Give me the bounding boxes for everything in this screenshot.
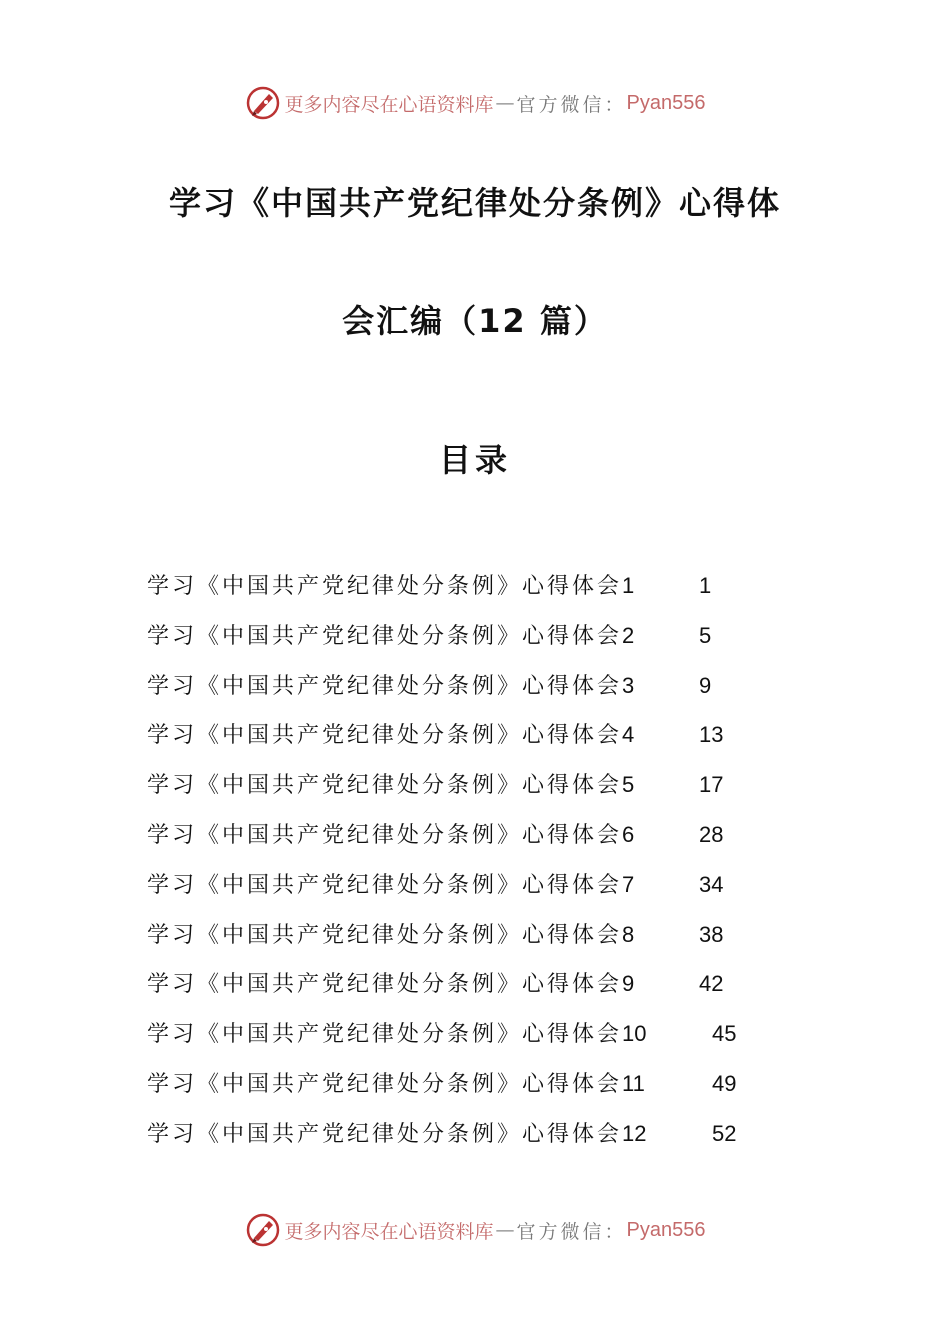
pen-logo-icon — [245, 85, 281, 121]
toc-entry-title-text: 学习《中国共产党纪律处分条例》心得体会 — [147, 822, 623, 848]
toc-entry-number: 1 — [622, 573, 635, 598]
toc-entry[interactable] — [147, 916, 847, 966]
toc-entry-title — [147, 866, 634, 905]
toc-entry-title-text: 学习《中国共产党纪律处分条例》心得体会 — [147, 574, 623, 599]
toc-entry-title — [147, 667, 634, 706]
table-of-contents — [147, 567, 847, 1165]
toc-heading: 目录 — [438, 441, 511, 479]
watermark-wechat-handle: Pyan556 — [626, 1218, 706, 1241]
toc-entry-number: 5 — [622, 772, 635, 798]
toc-entry[interactable] — [147, 866, 847, 916]
toc-entry-title — [147, 1065, 645, 1104]
toc-entry-number: 2 — [622, 622, 635, 648]
toc-entry-title-text: 学习《中国共产党纪律处分条例》心得体会 — [147, 1121, 623, 1147]
toc-entry[interactable] — [147, 816, 847, 866]
document-title-line1: 学习《中国共产党纪律处分条例》心得体 — [168, 184, 781, 222]
toc-entry-page: 13 — [699, 722, 724, 748]
watermark-official-label: 官方微信： — [516, 93, 627, 116]
footer-watermark — [0, 1210, 950, 1250]
toc-entry-title-text: 学习《中国共产党纪律处分条例》心得体会 — [147, 872, 623, 898]
toc-entry-title — [147, 1015, 647, 1054]
toc-entry-title — [147, 716, 634, 755]
toc-entry[interactable] — [147, 1065, 847, 1115]
toc-entry-page: 52 — [712, 1120, 737, 1146]
toc-entry[interactable] — [147, 766, 847, 816]
toc-entry-title-text: 学习《中国共产党纪律处分条例》心得体会 — [147, 773, 623, 799]
toc-entry[interactable] — [147, 965, 847, 1015]
toc-entry-title-text: 学习《中国共产党纪律处分条例》心得体会 — [147, 673, 623, 699]
toc-entry-number: 6 — [622, 821, 635, 847]
toc-entry-page: 9 — [699, 672, 712, 698]
toc-entry[interactable] — [147, 617, 847, 667]
document-title-line2: 会汇编（12 篇） — [342, 302, 608, 340]
toc-entry[interactable] — [147, 567, 847, 617]
toc-entry-number: 4 — [622, 722, 635, 748]
watermark-wechat-handle: Pyan556 — [626, 91, 706, 114]
toc-entry-title — [147, 617, 634, 656]
toc-entry-number: 11 — [622, 1070, 645, 1096]
toc-entry-title-text: 学习《中国共产党纪律处分条例》心得体会 — [147, 922, 623, 948]
toc-entry-title — [147, 916, 634, 955]
toc-entry-page: 38 — [699, 921, 724, 947]
toc-entry-title — [147, 965, 634, 1004]
toc-entry-title-text: 学习《中国共产党纪律处分条例》心得体会 — [147, 623, 623, 649]
watermark-site-text: 更多内容尽在心语资料库 — [284, 1220, 494, 1243]
toc-entry-title-text: 学习《中国共产党纪律处分条例》心得体会 — [147, 1071, 623, 1097]
toc-entry-title — [147, 766, 634, 805]
toc-entry-title — [147, 1115, 647, 1154]
toc-entry-number: 9 — [622, 971, 635, 997]
toc-entry-title-text: 学习《中国共产党纪律处分条例》心得体会 — [147, 1022, 623, 1048]
toc-entry[interactable] — [147, 1015, 847, 1065]
toc-entry[interactable] — [147, 716, 847, 766]
toc-entry-title — [147, 816, 634, 855]
toc-entry[interactable] — [147, 667, 847, 717]
watermark-dash: — — [495, 1219, 515, 1241]
toc-entry-page: 1 — [699, 573, 712, 598]
toc-entry-page: 45 — [712, 1021, 737, 1047]
toc-entry-number: 3 — [622, 672, 635, 698]
toc-entry-number: 12 — [622, 1120, 647, 1146]
toc-entry-title — [147, 567, 634, 606]
toc-entry-title-text: 学习《中国共产党纪律处分条例》心得体会 — [147, 972, 623, 998]
watermark-dash: — — [495, 92, 515, 114]
toc-entry-page: 17 — [699, 772, 724, 798]
toc-entry-number: 7 — [622, 871, 635, 897]
toc-entry-number: 10 — [622, 1021, 647, 1047]
header-watermark — [0, 83, 950, 123]
toc-entry-page: 49 — [712, 1070, 737, 1096]
watermark-official-label: 官方微信： — [516, 1220, 627, 1243]
toc-entry-page: 34 — [699, 871, 724, 897]
toc-entry-page: 5 — [699, 622, 712, 648]
toc-entry-page: 42 — [699, 971, 724, 997]
toc-entry-page: 28 — [699, 821, 724, 847]
toc-entry[interactable] — [147, 1115, 847, 1165]
toc-entry-title-text: 学习《中国共产党纪律处分条例》心得体会 — [147, 723, 623, 749]
watermark-site-text: 更多内容尽在心语资料库 — [284, 93, 494, 116]
toc-entry-number: 8 — [622, 921, 635, 947]
pen-logo-icon — [245, 1212, 281, 1248]
